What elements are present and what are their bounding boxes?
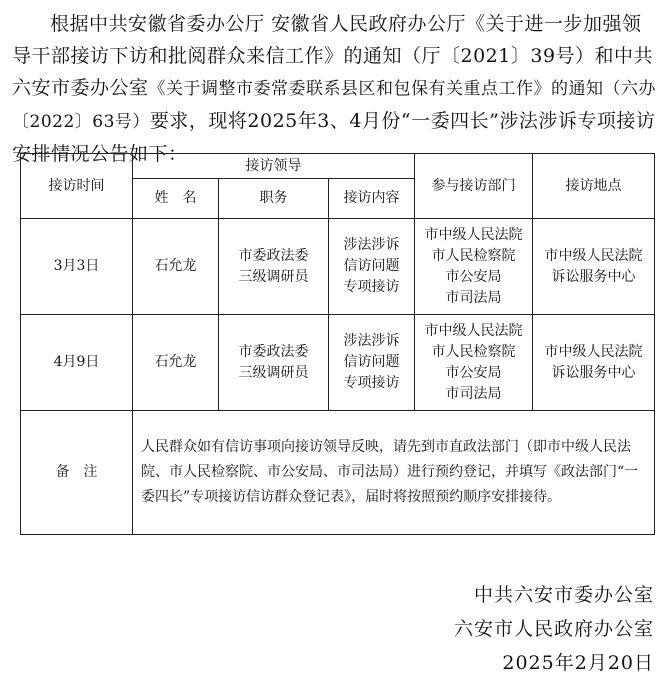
row-date: 3月3日 <box>21 219 133 315</box>
signature-org2: 六安市人民政府办公室 <box>453 618 654 640</box>
row-position: 市委政法委 三级调研员 <box>219 315 329 411</box>
row-content: 涉法涉诉 信访问题 专项接访 <box>329 315 415 411</box>
reception-schedule-table <box>20 153 655 535</box>
row-departments: 市中级人民法院 市人民检察院 市公安局 市司法局 <box>415 315 533 411</box>
signature-org1: 中共六安市委办公室 <box>473 584 654 606</box>
header-time: 接访时间 <box>21 154 133 219</box>
header-leader-group: 接访领导 <box>133 154 415 179</box>
header-location: 接访地点 <box>533 154 655 219</box>
table-row <box>21 315 655 411</box>
row-location: 市中级人民法院 诉讼服务中心 <box>533 315 655 411</box>
row-location: 市中级人民法院 诉讼服务中心 <box>533 219 655 315</box>
row-content: 涉法涉诉 信访问题 专项接访 <box>329 219 415 315</box>
intro-part3: 要求，现将2025年3、4月份“一委四长”涉法涉诉专项接访安排情况公告如下： <box>12 110 656 165</box>
table-row <box>21 219 655 315</box>
row-name: 石允龙 <box>133 315 219 411</box>
row-departments: 市中级人民法院 市人民检察院 市公安局 市司法局 <box>415 219 533 315</box>
note-text: 人民群众如有信访事项向接访领导反映，请先到市直政法部门（即市中级人民法院、市人民检察院、市公安局、市司法局）进行预约登记，并填写《政法部门“一委四长”专项接访信访群众登记表》，届时将按照预约顺序安排接待。 <box>133 411 655 535</box>
row-name: 石允龙 <box>133 219 219 315</box>
header-content: 接访内容 <box>329 179 415 219</box>
note-label: 备 注 <box>21 411 133 535</box>
signature-date: 2025年2月20日 <box>502 652 654 674</box>
intro-part2: 《关于调整市委常委联系县区和包保有关重点工作》的通知（六办〔2022〕63号） <box>12 79 657 132</box>
header-name: 姓 名 <box>133 179 219 219</box>
row-date: 4月9日 <box>21 315 133 411</box>
row-position: 市委政法委 三级调研员 <box>219 219 329 315</box>
announcement-intro <box>12 8 660 170</box>
intro-part1: 根据中共安徽省委办公厅 安徽省人民政府办公厅《关于进一步加强领导干部接访下访和批阅群众来信工作》的通知（厅〔2021〕39号）和中共六安市委办公室 <box>12 13 654 99</box>
header-departments: 参与接访部门 <box>415 154 533 219</box>
header-position: 职务 <box>219 179 329 219</box>
note-row <box>21 411 655 535</box>
